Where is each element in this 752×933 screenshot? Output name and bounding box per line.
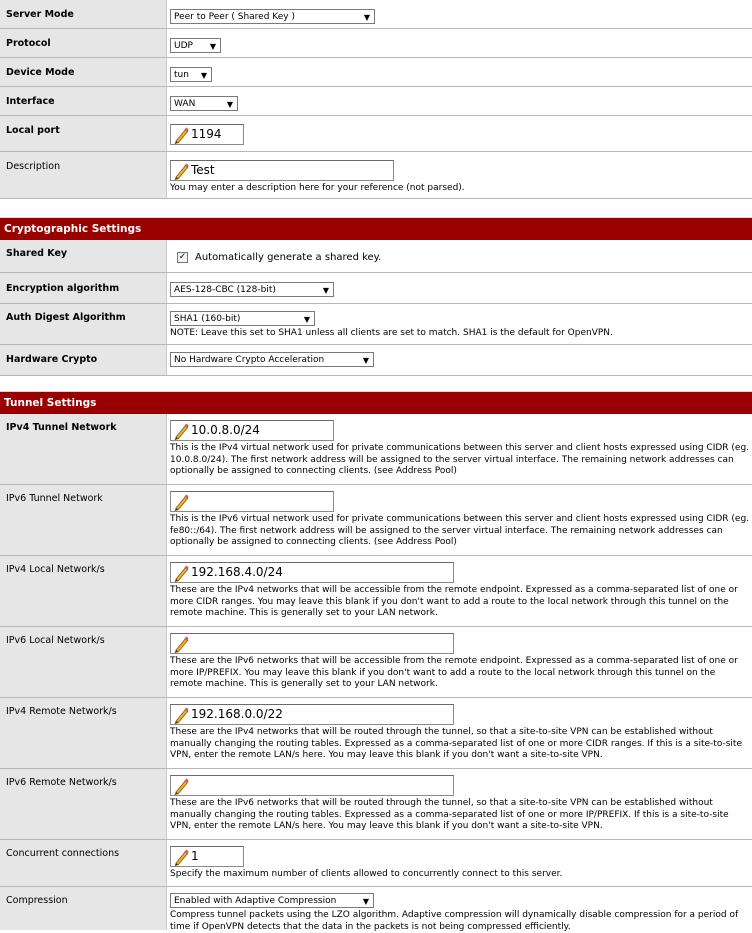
ipv6-local-input[interactable] bbox=[170, 633, 454, 654]
chevron-down-icon: ▼ bbox=[362, 897, 369, 906]
row-ipv4-local bbox=[0, 556, 752, 627]
row-ipv4-remote bbox=[0, 698, 752, 769]
ipv4-remote-label: IPv4 Remote Network/s bbox=[6, 706, 117, 717]
pencil-icon bbox=[173, 848, 189, 866]
chevron-down-icon: ▼ bbox=[209, 42, 216, 51]
section-title: Cryptographic Settings bbox=[4, 223, 142, 235]
ipv4-tunnel-input[interactable]: 10.0.8.0/24 bbox=[170, 420, 334, 441]
row-hardware-crypto bbox=[0, 345, 752, 376]
local-port-input[interactable]: 1194 bbox=[170, 124, 244, 145]
shared-key-checkbox-label: Automatically generate a shared key. bbox=[195, 252, 382, 263]
row-auth-digest bbox=[0, 304, 752, 345]
compression-label: Compression bbox=[6, 895, 68, 906]
concurrent-input[interactable]: 1 bbox=[170, 846, 244, 867]
row-ipv6-local bbox=[0, 627, 752, 698]
pencil-icon bbox=[173, 635, 189, 653]
ipv6-remote-label: IPv6 Remote Network/s bbox=[6, 777, 117, 788]
interface-select[interactable]: WAN ▼ bbox=[170, 96, 238, 111]
compression-help: Compress tunnel packets using the LZO algorithm. Adaptive compression will dynamically disable compression for a period of time if OpenVPN detects that the data in the packets is not being compressed efficiently. bbox=[170, 910, 739, 932]
section-title: Tunnel Settings bbox=[4, 397, 97, 409]
concurrent-label: Concurrent connections bbox=[6, 848, 120, 859]
encryption-select[interactable]: AES-128-CBC (128-bit) ▼ bbox=[170, 282, 334, 297]
pencil-icon bbox=[173, 564, 189, 582]
device-mode-select[interactable]: tun ▼ bbox=[170, 67, 212, 82]
ipv6-remote-input[interactable] bbox=[170, 775, 454, 796]
ipv4-local-label: IPv4 Local Network/s bbox=[6, 564, 105, 575]
compression-select[interactable]: Enabled with Adaptive Compression ▼ bbox=[170, 893, 374, 908]
pencil-icon bbox=[173, 126, 189, 144]
pencil-icon bbox=[173, 422, 189, 440]
hardware-crypto-select[interactable]: No Hardware Crypto Acceleration ▼ bbox=[170, 352, 374, 367]
shared-key-label: Shared Key bbox=[6, 248, 68, 259]
row-shared-key bbox=[0, 240, 752, 273]
chevron-down-icon: ▼ bbox=[363, 13, 370, 22]
description-help: You may enter a description here for your reference (not parsed). bbox=[170, 183, 465, 193]
ipv4-remote-input[interactable]: 192.168.0.0/22 bbox=[170, 704, 454, 725]
ipv6-remote-help: These are the IPv6 networks that will be routed through the tunnel, so that a site-to-site VPN can be established without manually changing the routing tables. Expressed as a comma-separated list of one or more IP/PREFIX. If this is a site-to-site VPN, enter the remote LAN/s here. You may leave this blank if you don't want a site-to-site VPN. bbox=[170, 798, 729, 832]
chevron-down-icon: ▼ bbox=[303, 315, 310, 324]
row-ipv6-tunnel bbox=[0, 485, 752, 556]
ipv4-tunnel-help: This is the IPv4 virtual network used for private communications between this server and client hosts expressed using CIDR (eg. 10.0.8.0/24). The first network address will be assigned to the server virtual interface. The remaining network addresses can optionally be assigned to connecting clients. (see Address Pool) bbox=[170, 443, 750, 477]
pencil-icon bbox=[173, 493, 189, 511]
ipv6-local-help: These are the IPv6 networks that will be accessible from the remote endpoint. Expressed as a comma-separated list of one or more IP/PREFIX. You may leave this blank if you don't want to add a route to the local network through this tunnel on the remote machine. This is generally set to your LAN network. bbox=[170, 656, 738, 690]
row-concurrent-connections bbox=[0, 840, 752, 887]
server-mode-select[interactable]: Peer to Peer ( Shared Key ) ▼ bbox=[170, 9, 375, 24]
description-input[interactable]: Test bbox=[170, 160, 394, 181]
encryption-label: Encryption algorithm bbox=[6, 283, 120, 294]
chevron-down-icon: ▼ bbox=[226, 100, 233, 109]
ipv4-local-help: These are the IPv4 networks that will be accessible from the remote endpoint. Expressed as a comma-separated list of one or more CIDR ranges. You may leave this blank if you don't want to add a route to the local network through this tunnel on the remote machine. This is generally set to your LAN network. bbox=[170, 585, 738, 619]
auth-digest-label: Auth Digest Algorithm bbox=[6, 312, 126, 323]
row-local-port bbox=[0, 116, 752, 152]
row-interface bbox=[0, 87, 752, 116]
concurrent-help: Specify the maximum number of clients allowed to concurrently connect to this server. bbox=[170, 869, 563, 879]
pencil-icon bbox=[173, 706, 189, 724]
row-device-mode bbox=[0, 58, 752, 87]
row-encryption bbox=[0, 273, 752, 304]
ipv6-tunnel-label: IPv6 Tunnel Network bbox=[6, 493, 103, 504]
ipv6-tunnel-input[interactable] bbox=[170, 491, 334, 512]
ipv4-local-input[interactable]: 192.168.4.0/24 bbox=[170, 562, 454, 583]
ipv6-tunnel-help: This is the IPv6 virtual network used for private communications between this server and client hosts expressed using CIDR (eg. fe80::/64). The first network address will be assigned to the server virtual interface. The remaining network addresses can optionally be assigned to connecting clients. (see Address Pool) bbox=[170, 514, 750, 548]
hardware-crypto-label: Hardware Crypto bbox=[6, 354, 98, 365]
pencil-icon bbox=[173, 777, 189, 795]
ipv4-tunnel-label: IPv4 Tunnel Network bbox=[6, 422, 117, 433]
ipv6-local-label: IPv6 Local Network/s bbox=[6, 635, 105, 646]
row-compression bbox=[0, 887, 752, 930]
ipv4-remote-help: These are the IPv4 networks that will be routed through the tunnel, so that a site-to-site VPN can be established without manually changing the routing tables. Expressed as a comma-separated list of one or more CIDR ranges. If this is a site-to-site VPN, enter the remote LAN/s here. You may leave this blank if you don't want a site-to-site VPN. bbox=[170, 727, 742, 761]
row-description bbox=[0, 152, 752, 199]
pencil-icon bbox=[173, 162, 189, 180]
auth-digest-select[interactable]: SHA1 (160-bit) ▼ bbox=[170, 311, 315, 326]
section-cryptographic-settings bbox=[0, 217, 752, 240]
server-mode-label: Server Mode bbox=[6, 9, 74, 20]
row-ipv6-remote bbox=[0, 769, 752, 840]
protocol-label: Protocol bbox=[6, 38, 51, 49]
interface-label: Interface bbox=[6, 96, 55, 107]
description-label: Description bbox=[6, 161, 61, 172]
row-protocol bbox=[0, 29, 752, 58]
local-port-label: Local port bbox=[6, 125, 60, 136]
device-mode-label: Device Mode bbox=[6, 67, 75, 78]
protocol-select[interactable]: UDP ▼ bbox=[170, 38, 221, 53]
chevron-down-icon: ▼ bbox=[362, 356, 369, 365]
row-server-mode bbox=[0, 0, 752, 29]
section-tunnel-settings bbox=[0, 391, 752, 414]
chevron-down-icon: ▼ bbox=[200, 71, 207, 80]
auth-digest-help: NOTE: Leave this set to SHA1 unless all clients are set to match. SHA1 is the default for OpenVPN. bbox=[170, 328, 613, 338]
chevron-down-icon: ▼ bbox=[322, 286, 329, 295]
shared-key-checkbox[interactable]: ✓ bbox=[178, 252, 187, 262]
row-ipv4-tunnel bbox=[0, 414, 752, 485]
